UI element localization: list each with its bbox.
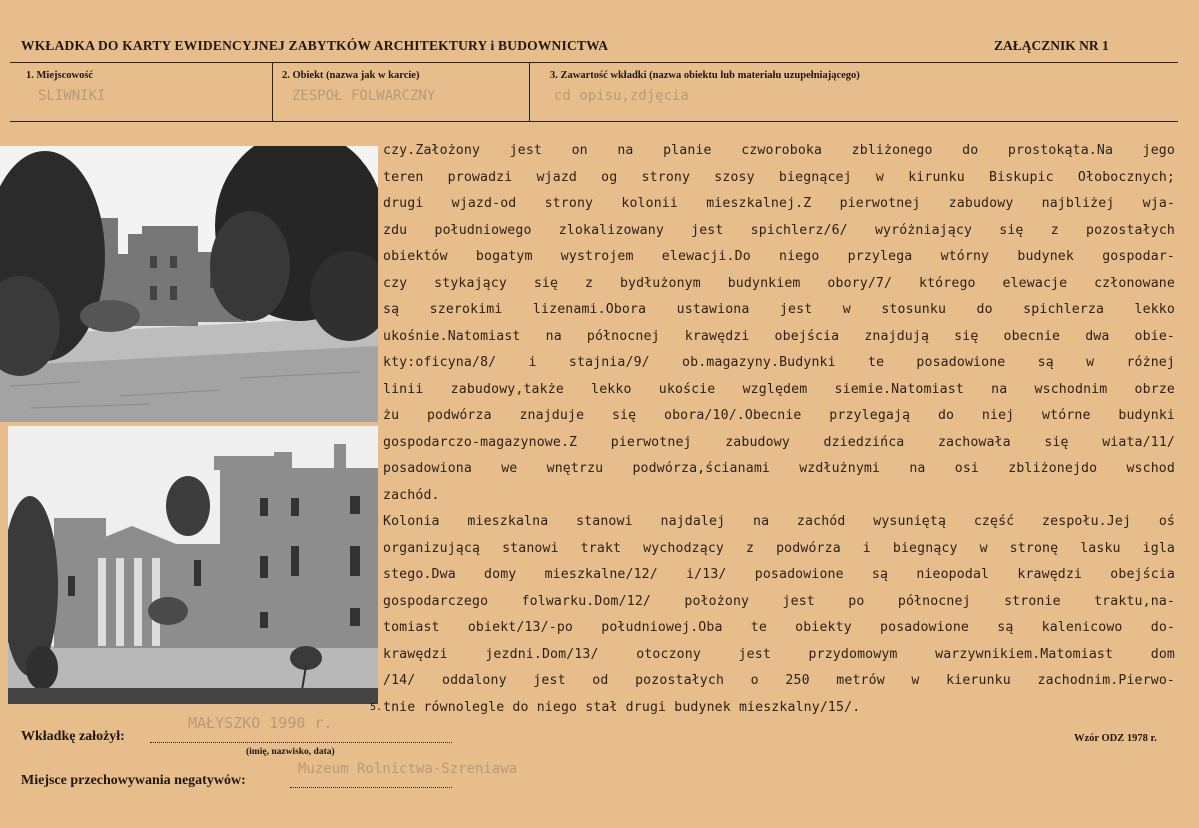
description-line-15: Kolonia mieszkalna stanowi najdalej na zachód wysuniętą część zespołu.Jej oś	[383, 514, 1175, 529]
annex-number: ZAŁĄCZNIK NR 1	[994, 38, 1109, 53]
negatives-label: Miejsce przechowywania negatywów:	[21, 773, 246, 788]
form-model: Wzór ODZ 1978 r.	[1074, 733, 1157, 744]
description-text	[383, 138, 1175, 721]
field-label-object: 2. Obiekt (nazwa jak w karcie)	[282, 70, 420, 81]
fields-bottom-rule	[10, 121, 1178, 122]
field-value-contents: cd opisu,zdjęcia	[554, 88, 689, 104]
photo-palace-trees	[0, 146, 378, 422]
description-line-9: kty:oficyna/8/ i stajnia/9/ ob.magazyny.Budynki te posadowione są w różnej	[383, 355, 1175, 370]
description-line-19: tomiast obiekt/13/-po południowej.Oba te obiekty posadowione są kalenicowo do-	[383, 620, 1175, 635]
field-label-locality: 1. Miejscowość	[26, 70, 94, 81]
founder-value: MAŁYSZKO 1990 r.	[188, 714, 333, 732]
description-line-20: krawędzi jezdni.Dom/13/ otoczony jest przydomowym warzywnikiem.Matomiast dom	[383, 646, 1175, 662]
description-line-7: są szerokimi lizenami.Obora ustawiona jest w stosunku do spichlerza lekko	[383, 302, 1175, 317]
founder-label: Wkładkę założył:	[21, 729, 125, 744]
photo-palace-trees-image	[0, 146, 378, 422]
description-line-6: czy stykający się z bydłużonym budynkiem obory/7/ którego elewacje członowane	[383, 275, 1175, 291]
description-line-5: obiektów bogatym wystrojem elewacji.Do niego przylega wtórny budynek gospodar-	[383, 249, 1175, 264]
description-line-12: gospodarczo-magazynowe.Z pierwotnej zabudowy dziedzińca zachowała się wiata/11/	[383, 434, 1175, 450]
photo-palace-tower	[8, 426, 378, 704]
description-line-21: /14/ oddalony jest od pozostałych o 250 metrów w kierunku zachodnim.Pierwo-	[383, 673, 1175, 688]
description-line-1: czy.Założony jest on na planie czworoboka zbliżonego do prostokąta.Na jego	[383, 143, 1175, 158]
card-title: WKŁADKA DO KARTY EWIDENCYJNEJ ZABYTKÓW ARCHITEKTURY i BUDOWNICTWA	[21, 38, 609, 53]
description-line-11: żu podwórza znajduje się obora/10/.Obecnie przylegają do niej wtórne budynki	[383, 408, 1175, 423]
description-line-3: drugi wjazd-od strony kolonii mieszkalnej.Z pierwotnej zabudowy najbliżej wja-	[383, 196, 1175, 211]
photo-palace-tower-image	[8, 426, 378, 704]
description-line-18: gospodarczego folwarku.Dom/12/ położony jest po północnej stronie traktu,na-	[383, 593, 1175, 609]
founder-hint: (imię, nazwisko, data)	[246, 747, 335, 757]
field-label-contents: 3. Zawartość wkładki (nazwa obiektu lub materiału uzupełniającego)	[550, 70, 860, 81]
field-divider-2	[529, 62, 530, 121]
founder-dotline	[150, 742, 452, 743]
photo-number: 5.	[370, 702, 383, 713]
description-line-8: ukośnie.Natomiast na północnej krawędzi obejścia znajdują się obecnie dwa obie-	[383, 328, 1175, 344]
field-divider-1	[272, 62, 273, 121]
description-line-16: organizującą stanowi trakt wychodzący z podwórza i biegnący w stronę lasku igla	[383, 540, 1175, 556]
description-line-22: tnie równolegle do niego stał drugi budynek mieszkalny/15/.	[383, 699, 861, 715]
description-line-2: teren prowadzi wjazd og strony szosy biegnącej w kirunku Biskupic Ołobocznych;	[383, 169, 1175, 185]
negatives-value: Muzeum Rolnictwa-Szreniawa	[298, 761, 518, 777]
field-value-locality: SLIWNIKI	[38, 88, 106, 104]
description-line-10: linii zabudowy,także lekko ukoście względem siemie.Natomiast na wschodnim obrze	[383, 381, 1175, 397]
description-line-4: zdu południowego zlokalizowany jest spichlerz/6/ wyróżniający się z pozostałych	[383, 222, 1175, 238]
negatives-dotline	[290, 787, 452, 788]
description-line-14: zachód.	[383, 487, 440, 503]
description-line-17: stego.Dwa domy mieszkalne/12/ i/13/ posadowione są nieopodal krawędzi obejścia	[383, 567, 1175, 582]
description-line-13: posadowiona we wnętrzu podwórza,ścianami wzdłużnymi na osi zbliżonejdo wschod	[383, 461, 1175, 476]
field-value-object: ZESPOŁ FOLWARCZNY	[292, 88, 436, 104]
header-rule	[10, 62, 1178, 63]
